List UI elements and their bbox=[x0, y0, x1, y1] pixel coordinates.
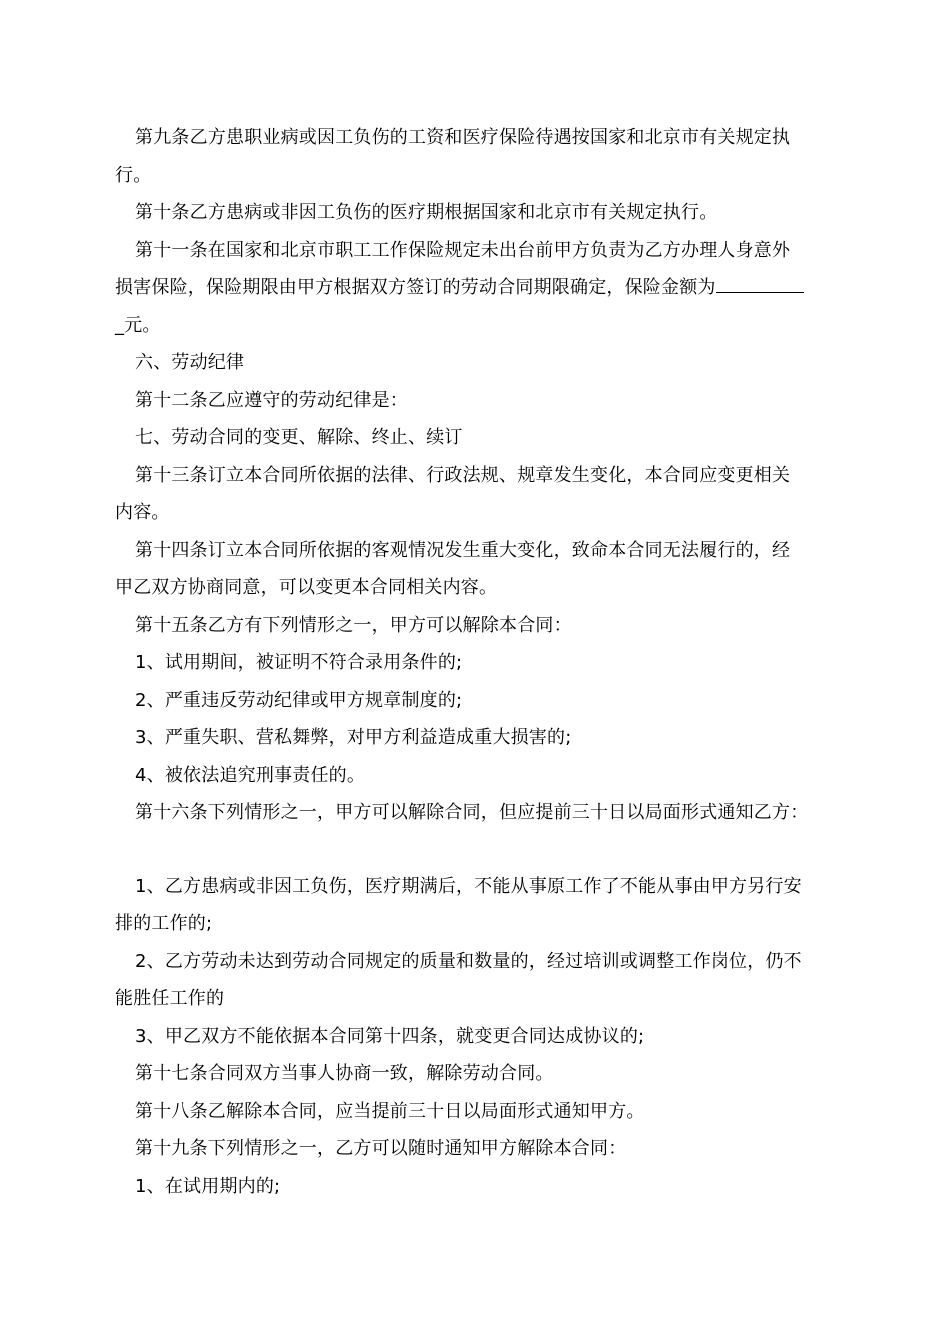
paragraph-line: 第十六条下列情形之一，甲方可以解除合同，但应提前三十日以局面形式通知乙方： bbox=[135, 802, 809, 823]
paragraph-line: 第十九条下列情形之一，乙方可以随时通知甲方解除本合同： bbox=[135, 1138, 627, 1159]
paragraph-line: 内容。 bbox=[115, 502, 170, 523]
list-item: 1、乙方患病或非因工负伤，医疗期满后，不能从事原工作了不能从事由甲方另行安 bbox=[135, 876, 802, 897]
paragraph-line: 第十条乙方患病或非因工负伤的医疗期根据国家和北京市有关规定执行。 bbox=[135, 202, 718, 223]
list-item: 1、在试用期内的; bbox=[135, 1176, 281, 1197]
paragraph-line: 第十七条合同双方当事人协商一致，解除劳动合同。 bbox=[135, 1063, 554, 1084]
list-item: 2、严重违反劳动纪律或甲方规章制度的; bbox=[135, 690, 463, 711]
paragraph-line: 行。 bbox=[115, 165, 152, 186]
paragraph-line: 能胜任工作的 bbox=[115, 988, 225, 1009]
list-item: 1、试用期间，被证明不符合录用条件的; bbox=[135, 652, 463, 673]
paragraph-line: 第十八条乙解除本合同，应当提前三十日以局面形式通知甲方。 bbox=[135, 1101, 645, 1122]
section-heading: 七、劳动合同的变更、解除、终止、续订 bbox=[135, 427, 463, 448]
line-text: 损害保险，保险期限由甲方根据双方签订的劳动合同期限确定，保险金额为 bbox=[115, 277, 716, 298]
paragraph-line: 第十一条在国家和北京市职工工作保险规定未出台前甲方负责为乙方办理人身意外 bbox=[135, 240, 791, 261]
paragraph-line: 第十二条乙应遵守的劳动纪律是： bbox=[135, 390, 408, 411]
paragraph-line bbox=[115, 276, 850, 300]
paragraph-line: 排的工作的; bbox=[115, 913, 213, 934]
paragraph-line: _元。 bbox=[115, 315, 161, 336]
list-item: 3、严重失职、营私舞弊，对甲方利益造成重大损害的; bbox=[135, 727, 572, 748]
paragraph-line: 第十五条乙方有下列情形之一，甲方可以解除本合同： bbox=[135, 615, 572, 636]
fill-in-blank bbox=[716, 276, 804, 293]
paragraph-line: 第九条乙方患职业病或因工负伤的工资和医疗保险待遇按国家和北京市有关规定执 bbox=[135, 127, 791, 148]
paragraph-line: 第十三条订立本合同所依据的法律、行政法规、规章发生变化，本合同应变更相关 bbox=[135, 465, 791, 486]
list-item: 4、被依法追究刑事责任的。 bbox=[135, 765, 366, 786]
list-item: 2、乙方劳动未达到劳动合同规定的质量和数量的，经过培训或调整工作岗位，仍不 bbox=[135, 951, 802, 972]
paragraph-line: 第十四条订立本合同所依据的客观情况发生重大变化，致命本合同无法履行的，经 bbox=[135, 540, 791, 561]
paragraph-line: 甲乙双方协商同意，可以变更本合同相关内容。 bbox=[115, 577, 498, 598]
section-heading: 六、劳动纪律 bbox=[135, 352, 245, 373]
list-item: 3、甲乙双方不能依据本合同第十四条，就变更合同达成协议的; bbox=[135, 1026, 645, 1047]
